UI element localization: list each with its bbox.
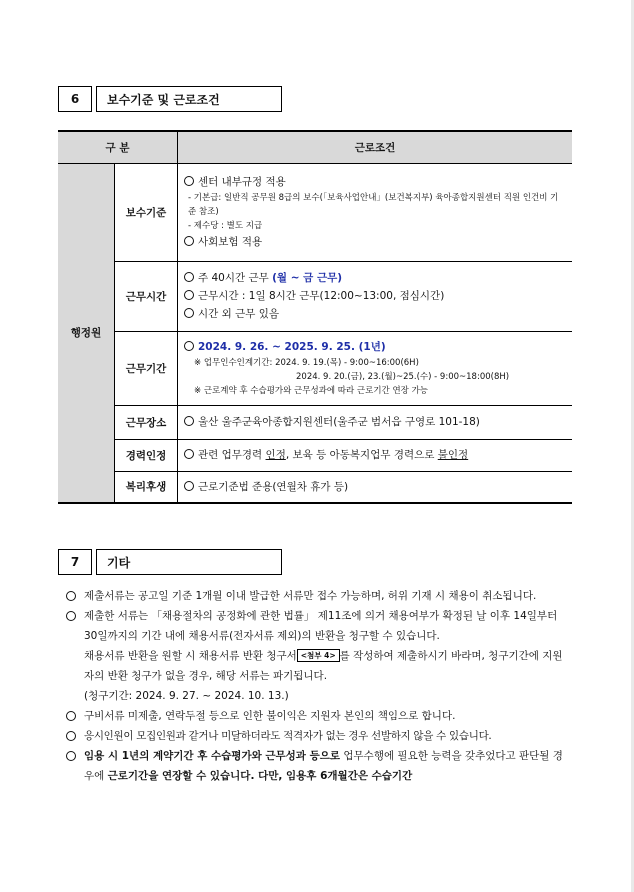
section-6-number: 6 [58, 86, 92, 112]
header-category: 구 분 [58, 131, 178, 163]
row-content-pay [178, 163, 573, 261]
list-item [66, 586, 572, 606]
group-label: 행정원 [58, 163, 115, 503]
claim-period: (청구기간: 2024. 9. 27. ~ 2024. 10. 13.) [84, 690, 289, 702]
item-5-bold-1: 임용 시 1년의 계약기간 후 수습평가와 근무성과 등으로 [84, 750, 341, 762]
section-6-heading [58, 86, 282, 112]
hours-line-2: 근무시간 : 1일 8시간 근무(12:00~13:00, 점심시간) [198, 290, 445, 302]
row-content-hours [178, 261, 573, 331]
circle-bullet-icon [184, 341, 194, 351]
circle-bullet-icon [184, 290, 194, 300]
circle-bullet-icon [184, 272, 194, 282]
row-label-place: 근무장소 [115, 405, 178, 439]
table-row-place [58, 405, 572, 439]
career-not-recognized: 불인정 [437, 449, 469, 461]
work-conditions-table [58, 130, 572, 504]
item-2-text: 제출한 서류는 「채용절차의 공정화에 관한 법률」 제11조에 의거 채용여부가 확정된 날 이후 14일부터 30일까지의 기간 내에 채용서류(전자서류 제외)의 반환을 청구할 수 있습니다. [84, 610, 558, 642]
row-content-place [178, 405, 573, 439]
hours-days-emphasis: (월 ~ 금 근무) [272, 272, 343, 284]
circle-bullet-icon [66, 611, 76, 621]
table-row-hours [58, 261, 572, 331]
table-row-period [58, 331, 572, 405]
row-label-period: 근무기간 [115, 331, 178, 405]
item-3-text: 구비서류 미제출, 연락두절 등으로 인한 불이익은 지원자 본인의 책임으로 합니다. [84, 710, 456, 722]
item-2b-before: 채용서류 반환을 원할 시 채용서류 반환 청구서 [84, 650, 297, 662]
row-label-career: 경력인정 [115, 439, 178, 471]
pay-line-1: 센터 내부규정 적용 [198, 176, 286, 188]
section-7-title: 기타 [96, 549, 282, 575]
career-prefix: 관련 업무경력 [198, 449, 266, 461]
pay-line-2: - 기본급: 일반직 공무원 8급의 보수(「보육사업안내」(보건복지부) 육아종합지원센터 직원 인건비 기준 참조) [188, 193, 559, 217]
circle-bullet-icon [184, 416, 194, 426]
circle-bullet-icon [184, 308, 194, 318]
table-row-pay [58, 163, 572, 261]
item-2-continuation [84, 646, 572, 686]
pay-line-4: 사회보험 적용 [198, 236, 263, 248]
row-label-pay: 보수기준 [115, 163, 178, 261]
item-5-normal: 업무수행에 필요한 능력을 갖추었다고 판단될 경우에 [84, 750, 563, 782]
circle-bullet-icon [184, 481, 194, 491]
circle-bullet-icon [66, 731, 76, 741]
circle-bullet-icon [66, 591, 76, 601]
circle-bullet-icon [184, 236, 194, 246]
table-row-career [58, 439, 572, 471]
section-7-number: 7 [58, 549, 92, 575]
item-5-bold-2: 근로기간을 연장할 수 있습니다. 다만, 임용후 6개월간은 수습기간 [107, 770, 413, 782]
section-7-heading [58, 549, 282, 575]
circle-bullet-icon [184, 176, 194, 186]
section-7-list [66, 586, 572, 786]
circle-bullet-icon [184, 449, 194, 459]
place-line-1: 울산 울주군육아종합지원센터(울주군 범서읍 구영로 101-18) [198, 416, 480, 428]
item-2b-after: 를 작성하여 제출하시기 바라며, 청구기간에 지원자의 반환 청구가 없을 경우, 해당 서류는 파기됩니다. [84, 650, 563, 682]
pay-line-3: - 제수당 : 별도 지급 [188, 221, 263, 231]
item-4-text: 응시인원이 모집인원과 같거나 미달하더라도 적격자가 없는 경우 선발하지 않을 수 있습니다. [84, 730, 492, 742]
list-item [66, 726, 572, 746]
hours-line-1: 주 40시간 근무 [198, 272, 273, 284]
row-label-welfare: 복리후생 [115, 471, 178, 503]
circle-bullet-icon [66, 751, 76, 761]
header-conditions: 근로조건 [178, 131, 573, 163]
period-note-3: ※ 근로계약 후 수습평가와 근무성과에 따라 근로기간 연장 가능 [194, 386, 429, 396]
period-note-1: ※ 업무인수인계기간: 2024. 9. 19.(목) - 9:00~16:00(6H) [194, 358, 419, 368]
table-row-welfare [58, 471, 572, 503]
attachment-badge: <첨부 4> [297, 649, 340, 662]
list-item [66, 746, 572, 786]
row-content-career [178, 439, 573, 471]
section-6-title: 보수기준 및 근로조건 [96, 86, 282, 112]
circle-bullet-icon [66, 711, 76, 721]
career-recognized: 인정 [265, 449, 286, 461]
hours-line-3: 시간 외 근무 있음 [198, 308, 280, 320]
table-header-row [58, 131, 572, 163]
row-content-welfare [178, 471, 573, 503]
career-middle: , 보육 등 아동복지업무 경력으로 [285, 449, 438, 461]
period-line-1: 2024. 9. 26. ~ 2025. 9. 25. (1년) [198, 341, 386, 353]
row-label-hours: 근무시간 [115, 261, 178, 331]
row-content-period [178, 331, 573, 405]
welfare-line-1: 근로기준법 준용(연월차 휴가 등) [198, 480, 349, 493]
list-item [66, 706, 572, 726]
list-item [66, 606, 572, 706]
period-note-2: 2024. 9. 20.(금), 23.(월)~25.(수) - 9:00~18:00(8H) [296, 372, 510, 382]
item-1-text: 제출서류는 공고일 기준 1개월 이내 발급한 서류만 접수 가능하며, 허위 기재 시 채용이 취소됩니다. [84, 590, 537, 602]
